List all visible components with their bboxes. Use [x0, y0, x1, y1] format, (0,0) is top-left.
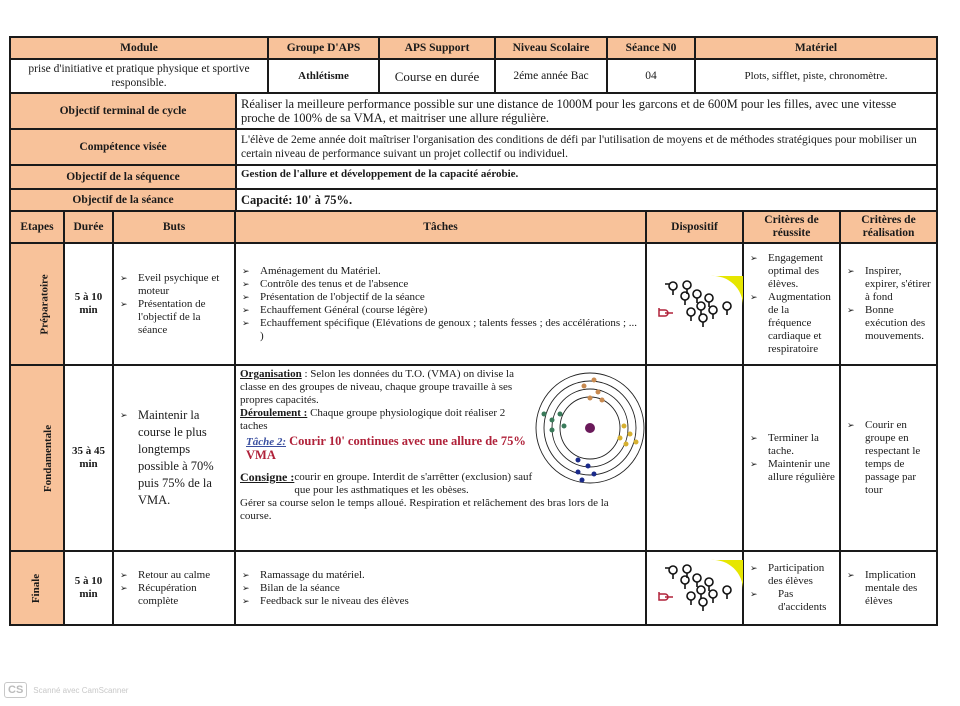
etape-finale: Finale — [10, 551, 64, 625]
col-duree: Durée — [64, 211, 113, 243]
table-row — [10, 243, 937, 365]
list-item: ➢ Inspirer, expirer, s'étirer à fond — [845, 265, 932, 304]
list-item: ➢ Echauffement Général (course légère) — [240, 304, 641, 317]
organisation-label: Organisation — [240, 368, 302, 380]
taches-preparatoire — [235, 243, 646, 365]
steps-table — [9, 210, 938, 626]
deroulement-label: Déroulement : — [240, 407, 308, 419]
students-group-diagram-icon — [651, 556, 743, 616]
table-row — [10, 365, 937, 551]
realisation-finale — [840, 551, 937, 625]
col-criteres-realisation: Critères de réalisation — [840, 211, 937, 243]
lesson-plan-sheet — [9, 36, 938, 626]
objectives-table — [9, 92, 938, 212]
camscanner-logo-icon: CS — [4, 682, 27, 698]
col-taches: Tâches — [235, 211, 646, 243]
list-item: ➢ Présentation de l'objectif de la séance — [118, 298, 230, 337]
list-item: ➢ Engagement optimal des élèves. — [748, 252, 835, 291]
list-item: ➢ Retour au calme — [118, 569, 230, 582]
list-item: ➢ Présentation de l'objectif de la séance — [240, 291, 641, 304]
etape-preparatoire: Préparatoire — [10, 243, 64, 365]
realisation-fondamentale — [840, 365, 937, 551]
duree-fondamentale: 35 à 45 min — [64, 365, 113, 551]
materiel-value: Plots, sifflet, piste, chronomètre. — [695, 59, 937, 93]
taches-finale — [235, 551, 646, 625]
objectif-terminal-text: Réaliser la meilleure performance possible sur une distance de 1000M pour les garcons et de 600M pour les filles, avec une vitesse proche de 100% de sa VMA, et maitriser une allure régulière. — [236, 93, 937, 129]
niveau-value: 2éme année Bac — [495, 59, 607, 93]
objectif-seance-label: Objectif de la séance — [10, 189, 236, 211]
col-buts: Buts — [113, 211, 235, 243]
watermark-text: Scanné avec CamScanner — [33, 685, 129, 695]
dispositif-preparatoire — [646, 243, 743, 365]
camscanner-watermark — [4, 682, 128, 698]
list-item: ➢ Bilan de la séance — [240, 582, 641, 595]
col-seance: Séance N0 — [607, 37, 695, 59]
tache2-label: Tâche 2: — [246, 436, 287, 448]
list-item: ➢ Récupération complète — [118, 582, 230, 608]
header-table — [9, 36, 938, 94]
students-group-diagram-icon — [651, 272, 743, 332]
list-item: ➢ Maintenir la course le plus longtemps possible à 70% puis 75% de la VMA. — [118, 407, 230, 509]
groupe-aps-value: Athlétisme — [268, 59, 379, 93]
col-groupe-aps: Groupe D'APS — [268, 37, 379, 59]
col-materiel: Matériel — [695, 37, 937, 59]
buts-finale — [113, 551, 235, 625]
concentric-track-diagram-icon — [532, 368, 648, 486]
realisation-preparatoire — [840, 243, 937, 365]
col-niveau-scolaire: Niveau Scolaire — [495, 37, 607, 59]
dispositif-finale — [646, 551, 743, 625]
buts-preparatoire — [113, 243, 235, 365]
tache2-text: Courir 10' continues avec une allure de 75% VMA — [246, 434, 526, 462]
table-row — [10, 551, 937, 625]
col-criteres-reussite: Critères de réussite — [743, 211, 840, 243]
reussite-preparatoire — [743, 243, 840, 365]
list-item: ➢ Maintenir une allure régulière — [748, 458, 835, 484]
taches-fondamentale: Organisation : Selon les données du T.O. (VMA) on divise la classe en des groupes de niveau, chaque groupe travaille à ses propres capacités. Déroulement : Chaque groupe physiologique doit réaliser 2 taches Tâche 2: Courir 10' continues avec une allure de 75% VMA Consigne :courir en groupe. Interdit de s'arrêtter (exclusion) sauf que pour les asthmatiques et les obèses. Gérer sa course selon le temps alloué. Respiration et relâchement des bras lors de la course. — [235, 365, 646, 551]
col-aps-support: APS Support — [379, 37, 495, 59]
list-item: ➢ Contrôle des tenus et de l'absence — [240, 278, 641, 291]
list-item: ➢ Aménagement du Matériel. — [240, 265, 641, 278]
list-item: ➢ Bonne exécution des mouvements. — [845, 304, 932, 343]
col-dispositif: Dispositif — [646, 211, 743, 243]
list-item: ➢ Implication mentale des élèves — [845, 569, 932, 608]
list-item: ➢ Courir en groupe en respectant le temps de passage par tour — [845, 419, 932, 497]
reussite-finale — [743, 551, 840, 625]
list-item: ➢ Terminer la tache. — [748, 432, 835, 458]
objectif-terminal-label: Objectif terminal de cycle — [10, 93, 236, 129]
duree-finale: 5 à 10 min — [64, 551, 113, 625]
list-item: ➢ Echauffement spécifique (Elévations de genoux ; talents fesses ; des accélérations ; ... ) — [240, 317, 641, 343]
competence-label: Compétence visée — [10, 129, 236, 165]
objectif-sequence-label: Objectif de la séquence — [10, 165, 236, 189]
list-item: ➢ Eveil psychique et moteur — [118, 272, 230, 298]
reussite-fondamentale — [743, 365, 840, 551]
seance-value: 04 — [607, 59, 695, 93]
buts-fondamentale — [113, 365, 235, 551]
module-value: prise d'initiative et pratique physique et sportive responsible. — [10, 59, 268, 93]
list-item: ➢ Augmentation de la fréquence cardiaque et respiratoire — [748, 291, 835, 356]
duree-preparatoire: 5 à 10 min — [64, 243, 113, 365]
consigne-label: Consigne : — [240, 470, 295, 484]
objectif-sequence-text: Gestion de l'allure et développement de la capacité aérobie. — [236, 165, 937, 189]
col-etapes: Etapes — [10, 211, 64, 243]
col-module: Module — [10, 37, 268, 59]
objectif-seance-text: Capacité: 10' à 75%. — [236, 189, 937, 211]
list-item: ➢ Ramassage du matériel. — [240, 569, 641, 582]
list-item: ➢ Participation des élèves — [748, 562, 835, 588]
dispositif-fondamentale — [646, 365, 743, 551]
etape-fondamentale: Fondamentale — [10, 365, 64, 551]
aps-support-value: Course en durée — [379, 59, 495, 93]
consigne-details: Gérer sa course selon le temps alloué. Respiration et relâchement des bras lors de la course. — [240, 497, 609, 522]
list-item: ➢ Pas d'accidents — [748, 588, 835, 614]
list-item: ➢ Feedback sur le niveau des élèves — [240, 595, 641, 608]
competence-text: L'élève de 2eme année doit maîtriser l'organisation des conditions de défi par l'utilisation de moyens et de méthodes stratégiques pour mobiliser un certain niveau de performance suivant un projet collectif ou individuel. — [236, 129, 937, 165]
